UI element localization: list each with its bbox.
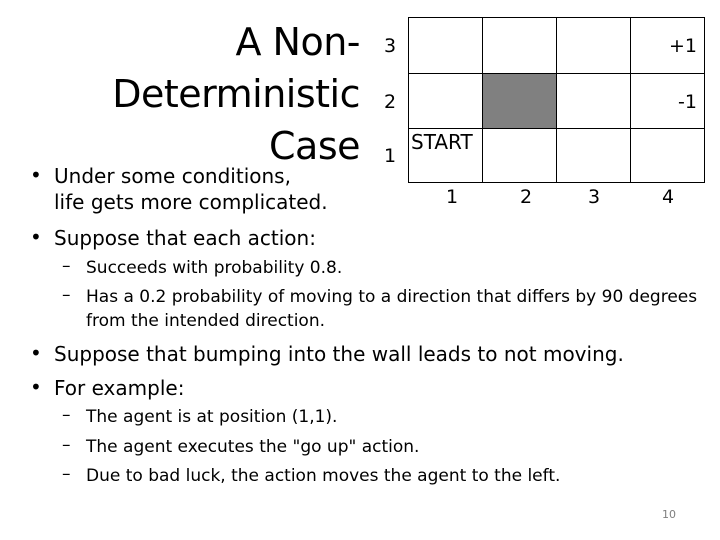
col-label-3: 3 bbox=[587, 186, 601, 208]
sub-bullet-4-1: The agent is at position (1,1). bbox=[86, 407, 338, 427]
bullet-1 bbox=[54, 163, 328, 215]
sub-bullet-marker: – bbox=[62, 256, 71, 276]
bullet-4: For example: bbox=[54, 376, 185, 400]
cell-1-2 bbox=[409, 74, 483, 129]
cell-2-3 bbox=[483, 18, 557, 74]
row-label-2: 2 bbox=[384, 91, 397, 113]
bullet-1-line-2: life gets more complicated. bbox=[54, 190, 328, 214]
col-label-2: 2 bbox=[519, 186, 533, 208]
cell-1-1 bbox=[409, 129, 483, 183]
page-number: 10 bbox=[662, 508, 676, 521]
cell-1-3 bbox=[409, 18, 483, 74]
sub-bullet-2-1: Succeeds with probability 0.8. bbox=[86, 258, 343, 278]
bullet-marker: • bbox=[30, 375, 42, 399]
start-label: START bbox=[411, 130, 473, 154]
cell-4-3 bbox=[631, 18, 705, 74]
sub-bullet-4-2: The agent executes the "go up" action. bbox=[86, 437, 420, 457]
cell-3-2 bbox=[557, 74, 631, 129]
sub-bullet-2-2-line-2: from the intended direction. bbox=[86, 311, 326, 331]
title-line-1: A Non- bbox=[235, 20, 360, 64]
cell-3-3 bbox=[557, 18, 631, 74]
bullet-marker: • bbox=[30, 341, 42, 365]
sub-bullet-marker: – bbox=[62, 405, 71, 425]
wall-cell bbox=[483, 74, 557, 129]
cell-2-1 bbox=[483, 129, 557, 183]
sub-bullet-marker: – bbox=[62, 464, 71, 484]
col-label-4: 4 bbox=[661, 186, 675, 208]
grid-world bbox=[408, 17, 705, 183]
col-label-1: 1 bbox=[445, 186, 459, 208]
sub-bullet-marker: – bbox=[62, 285, 71, 305]
row-label-1: 1 bbox=[384, 145, 397, 167]
sub-bullet-2-2 bbox=[86, 285, 697, 333]
bullet-1-line-1: Under some conditions, bbox=[54, 164, 291, 188]
sub-bullet-marker: – bbox=[62, 435, 71, 455]
sub-bullet-2-2-line-1: Has a 0.2 probability of moving to a direction that differs by 90 degrees bbox=[86, 287, 698, 307]
bullet-marker: • bbox=[30, 163, 42, 187]
row-label-3: 3 bbox=[384, 35, 397, 57]
bullet-2: Suppose that each action: bbox=[54, 226, 316, 250]
sub-bullet-4-3: Due to bad luck, the action moves the agent to the left. bbox=[86, 466, 561, 486]
reward-negative: -1 bbox=[678, 91, 697, 113]
slide-title bbox=[14, 16, 360, 172]
cell-3-1 bbox=[557, 129, 631, 183]
cell-4-1 bbox=[631, 129, 705, 183]
reward-positive: +1 bbox=[668, 35, 697, 57]
title-line-2: Deterministic Case bbox=[112, 72, 360, 168]
cell-4-2 bbox=[631, 74, 705, 129]
bullet-marker: • bbox=[30, 225, 42, 249]
bullet-3: Suppose that bumping into the wall leads to not moving. bbox=[54, 342, 624, 366]
